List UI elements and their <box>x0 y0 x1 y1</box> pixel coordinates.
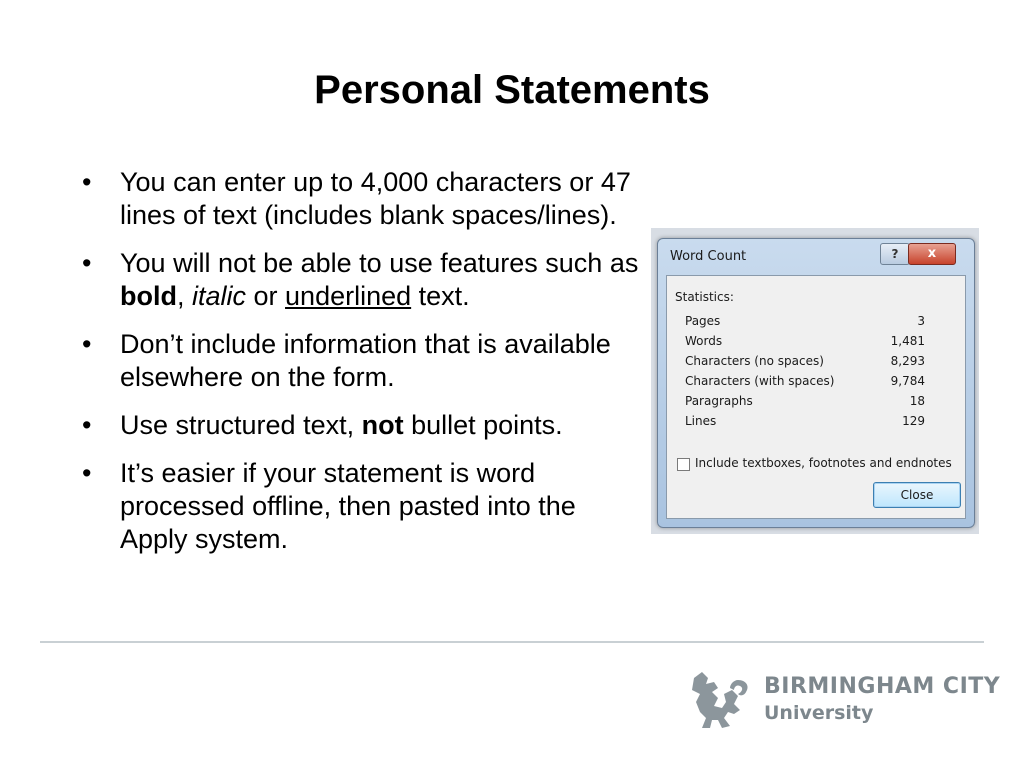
stat-row <box>685 334 925 354</box>
stat-value: 8,293 <box>890 354 925 368</box>
stat-label: Paragraphs <box>685 394 753 408</box>
word-count-screenshot <box>651 228 979 534</box>
stat-label: Words <box>685 334 723 348</box>
include-textboxes-label: Include textboxes, footnotes and endnotes <box>695 456 952 470</box>
stat-row <box>685 414 925 434</box>
footer-divider <box>40 641 984 643</box>
stat-label: Pages <box>685 314 721 328</box>
bullet-text: You can enter up to 4,000 characters or 47 lines of text (includes blank spaces/lines). <box>120 167 631 230</box>
bullet-text-pre: Use structured text, <box>120 410 362 440</box>
bullet-item <box>78 409 640 442</box>
stat-value: 9,784 <box>890 374 925 388</box>
bullet-text-sep: , <box>176 281 192 311</box>
stat-value: 1,481 <box>890 334 925 348</box>
bullet-text-post: text. <box>411 281 470 311</box>
include-textboxes-option[interactable] <box>677 456 967 474</box>
slide-title: Personal Statements <box>314 68 710 112</box>
bullet-dot: • <box>82 410 92 440</box>
stat-value: 3 <box>917 314 925 328</box>
statistics-label: Statistics: <box>675 290 734 304</box>
bullet-dot: • <box>82 167 92 197</box>
bullet-dot: • <box>82 329 92 359</box>
bold-word: bold <box>120 281 177 311</box>
stat-row <box>685 314 925 334</box>
bullet-text: Don’t include information that is available elsewhere on the form. <box>120 329 611 392</box>
italic-word: italic <box>192 281 247 311</box>
bullet-text-sep: or <box>246 281 286 311</box>
close-button[interactable]: Close <box>873 482 961 508</box>
word-count-dialog <box>657 238 975 528</box>
logo-name: BIRMINGHAM CITY <box>764 674 1001 699</box>
bullet-text-post: bullet points. <box>403 410 563 440</box>
bullet-item <box>78 328 640 394</box>
stat-row <box>685 394 925 414</box>
stat-row <box>685 374 925 394</box>
stat-label: Characters (with spaces) <box>685 374 835 388</box>
dialog-body <box>666 275 966 519</box>
bullet-dot: • <box>82 458 92 488</box>
bullet-item <box>78 247 640 313</box>
stat-value: 129 <box>902 414 925 428</box>
include-textboxes-checkbox[interactable] <box>677 458 690 471</box>
bullet-item <box>78 457 640 556</box>
bullet-item <box>78 166 640 232</box>
bullet-text-pre: You will not be able to use features such as <box>120 248 639 278</box>
dialog-title: Word Count <box>670 249 747 264</box>
bullet-list <box>78 166 640 571</box>
logo-subtitle: University <box>764 702 874 724</box>
university-logo <box>684 668 1001 732</box>
stat-label: Characters (no spaces) <box>685 354 824 368</box>
stat-row <box>685 354 925 374</box>
help-button[interactable]: ? <box>880 243 910 265</box>
bullet-text: It’s easier if your statement is word processed offline, then pasted into the Apply system. <box>120 458 576 554</box>
underlined-word: underlined <box>285 281 412 311</box>
bold-word: not <box>361 410 404 440</box>
stat-value: 18 <box>909 394 925 408</box>
bullet-dot: • <box>82 248 92 278</box>
stat-label: Lines <box>685 414 717 428</box>
lion-crest-icon <box>684 668 752 732</box>
close-icon[interactable]: x <box>908 243 956 265</box>
